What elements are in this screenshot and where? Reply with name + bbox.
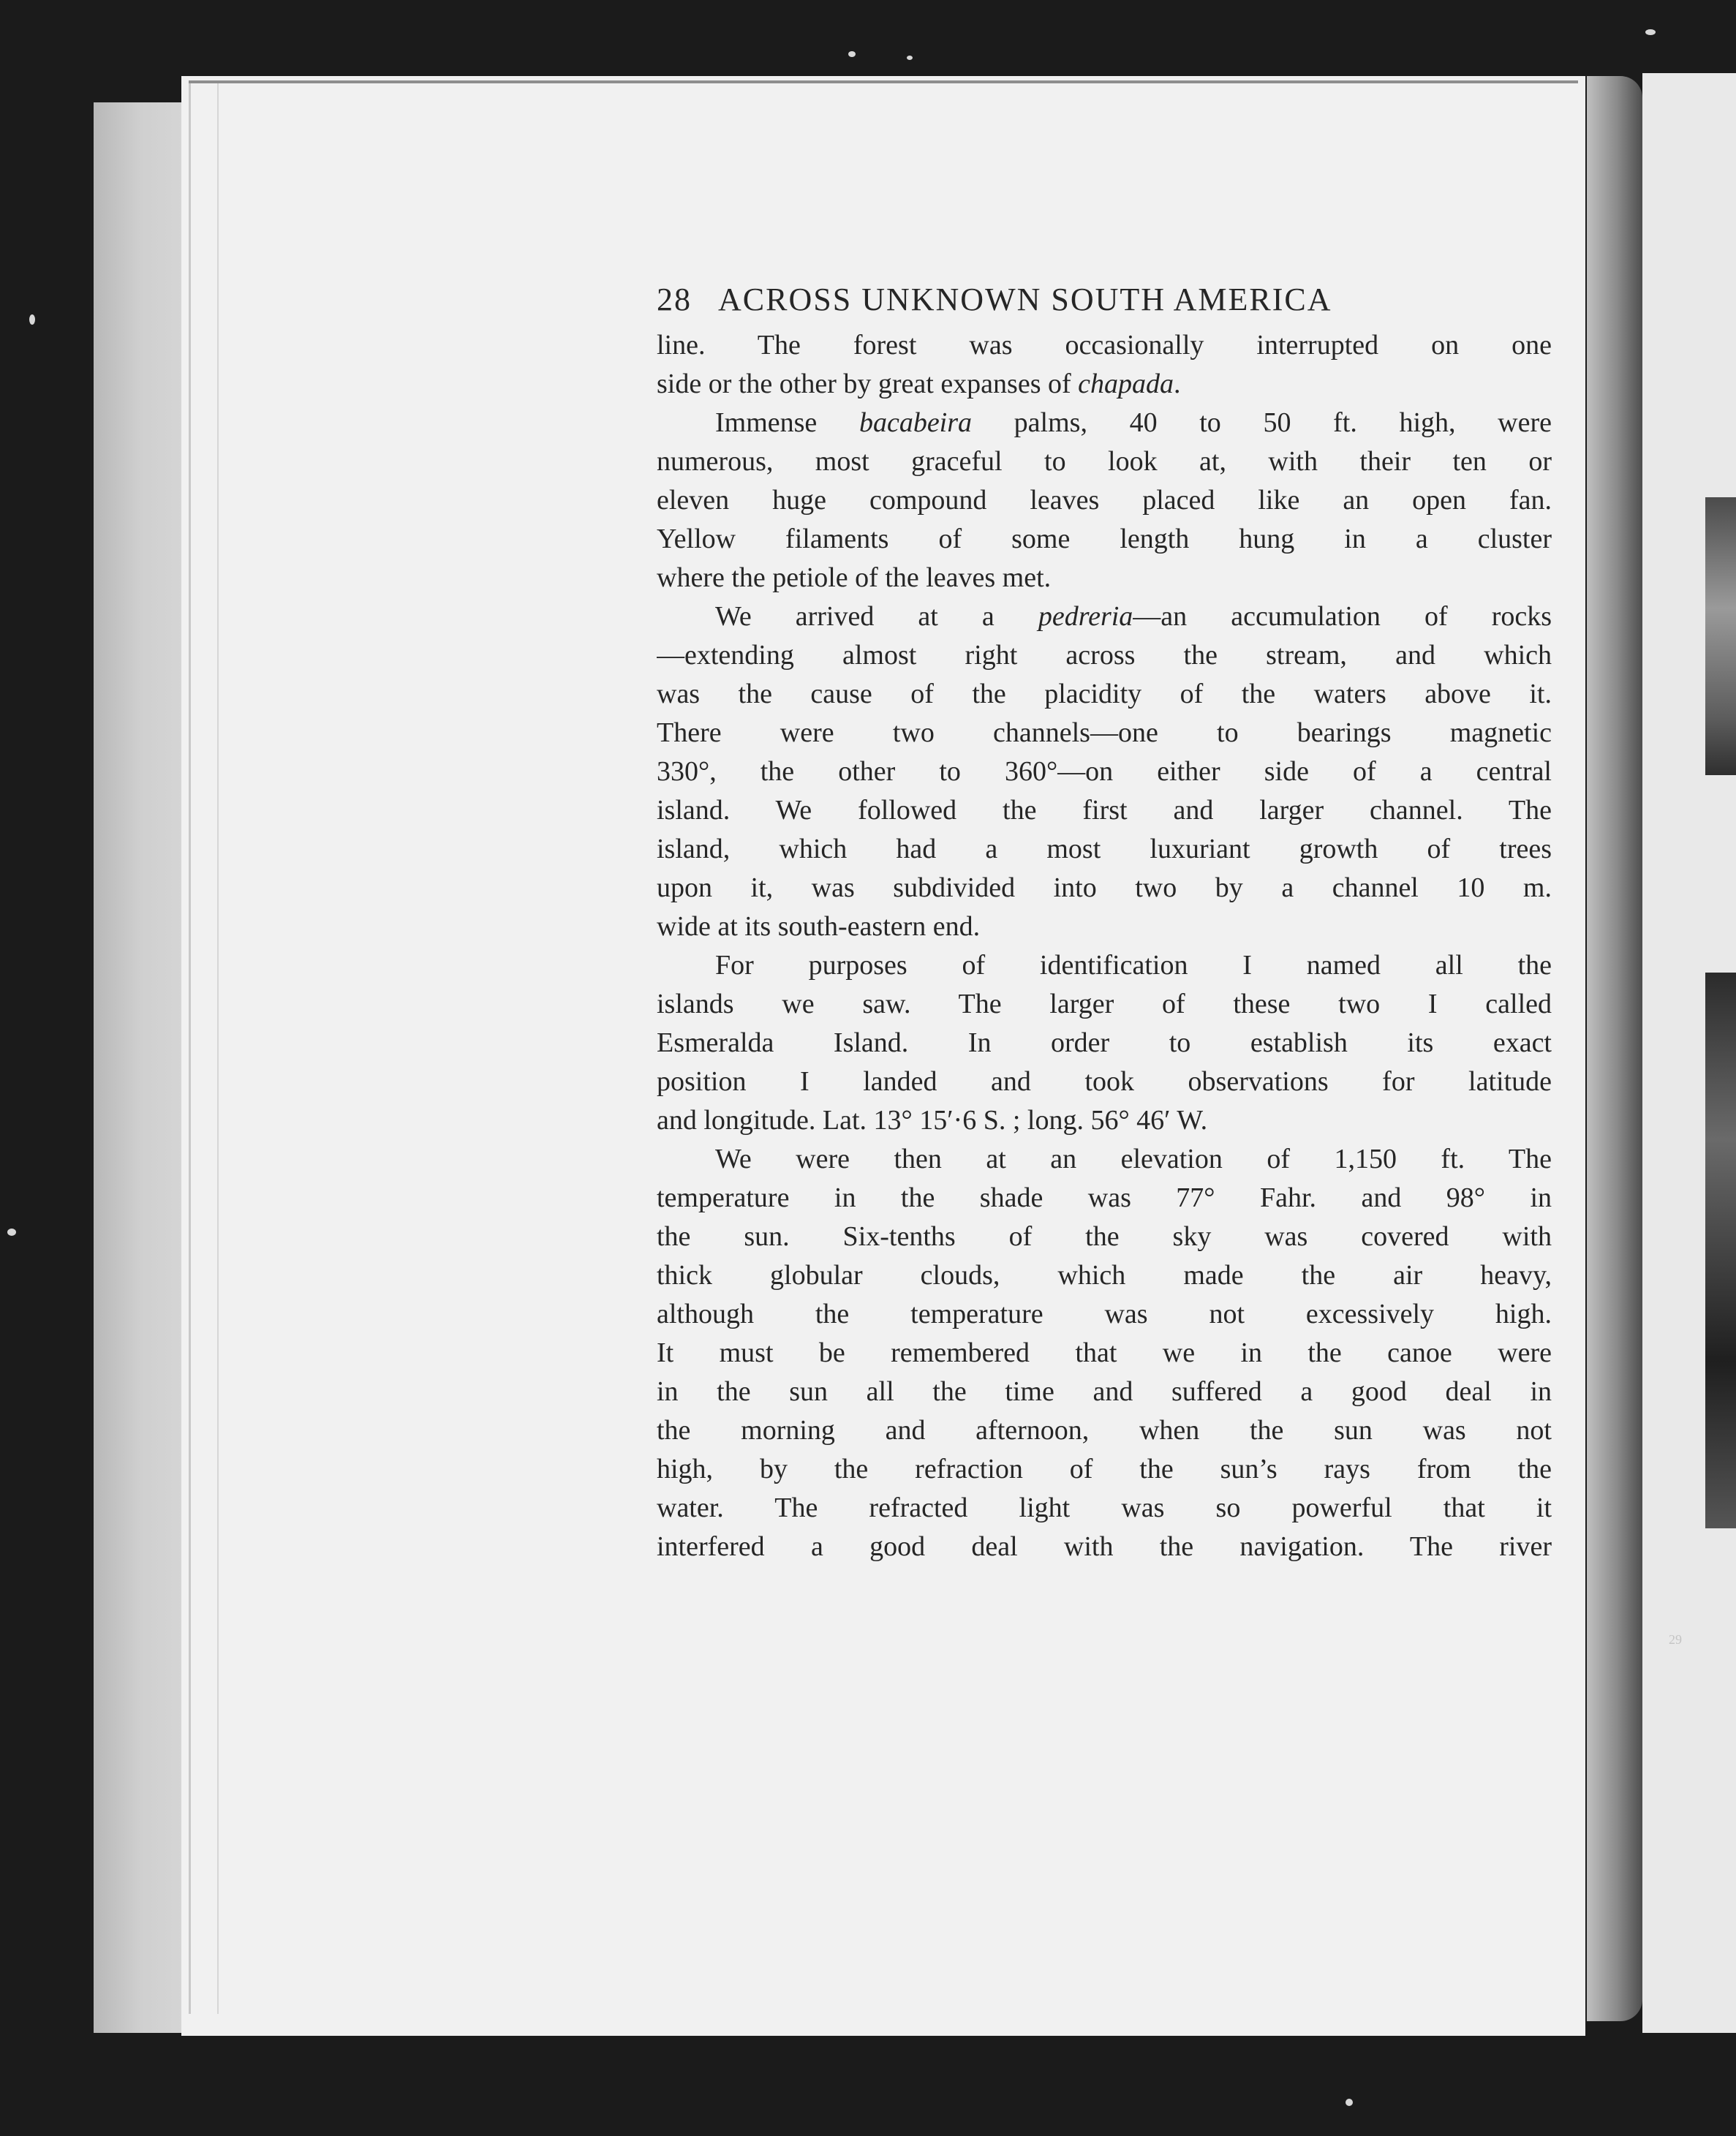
text-line: high, by the refraction of the sun’s rays from the: [657, 1454, 1552, 1484]
text-line: wide at its south-eastern end.: [657, 911, 981, 942]
text-line: and longitude. Lat. 13° 15′·6 S. ; long. 56° 46′ W.: [657, 1105, 1208, 1136]
scan-dust: [7, 1229, 16, 1236]
text-line: island. We followed the first and larger channel. The: [657, 795, 1552, 826]
text-line: water. The refracted light was so powerful that it: [657, 1492, 1552, 1523]
facing-page-photo: [1705, 497, 1736, 775]
page-text-block: [657, 278, 1552, 1566]
text-line: thick globular clouds, which made the air heavy,: [657, 1260, 1552, 1291]
text-line: upon it, was subdivided into two by a channel 10 m.: [657, 872, 1552, 903]
text-line: line. The forest was occasionally interrupted on one: [657, 330, 1552, 361]
italic-term: chapada: [1078, 369, 1174, 399]
text-line: interfered a good deal with the navigation. The river: [657, 1531, 1552, 1562]
italic-term: bacabeira: [858, 407, 973, 438]
text-line: island, which had a most luxuriant growth of trees: [657, 834, 1552, 864]
text-line: although the temperature was not excessively high.: [657, 1299, 1552, 1329]
text-line: side or the other by great expanses of chapada.: [657, 369, 1181, 399]
italic-term: pedreria: [1038, 601, 1133, 632]
text-line: 330°, the other to 360°—on either side of a central: [657, 756, 1552, 787]
page-left-edges: [189, 83, 219, 2014]
text-line: eleven huge compound leaves placed like an open fan.: [657, 485, 1552, 516]
text-line: We arrived at a pedreria—an accumulation of rocks: [715, 601, 1552, 632]
gutter-shadow: [1587, 76, 1642, 2021]
text-line: —extending almost right across the stream, and which: [657, 640, 1552, 671]
text-line: It must be remembered that we in the canoe were: [657, 1337, 1552, 1368]
facing-page-photo: [1705, 973, 1736, 1528]
text-line: in the sun all the time and suffered a good deal in: [657, 1376, 1552, 1407]
scan-dust: [29, 314, 35, 325]
text-line: Yellow filaments of some length hung in a cluster: [657, 524, 1552, 554]
scan-dust: [848, 51, 856, 57]
page-top-edge: [189, 80, 1578, 83]
text-line: numerous, most graceful to look at, with their ten or: [657, 446, 1552, 477]
text-line: We were then at an elevation of 1,150 ft. The: [715, 1144, 1552, 1174]
text-line: was the cause of the placidity of the waters above it.: [657, 679, 1552, 709]
text-line: where the petiole of the leaves met.: [657, 562, 1052, 593]
body-text: [657, 326, 1552, 1566]
text-line: There were two channels—one to bearings magnetic: [657, 717, 1552, 748]
text-line: islands we saw. The larger of these two I called: [657, 989, 1552, 1019]
scan-dust: [907, 56, 913, 60]
text-line: Esmeralda Island. In order to establish its exact: [657, 1027, 1552, 1058]
page-number: 28: [657, 282, 692, 317]
facing-page-folio: 29: [1669, 1632, 1682, 1647]
text-line: the morning and afternoon, when the sun was not: [657, 1415, 1552, 1446]
scan-dust: [1346, 2099, 1353, 2106]
text-line: position I landed and took observations for latitude: [657, 1066, 1552, 1097]
text-line: For purposes of identification I named all the: [715, 950, 1552, 981]
scan-dust: [1645, 29, 1656, 35]
text-line: the sun. Six-tenths of the sky was covered with: [657, 1221, 1552, 1252]
text-line: temperature in the shade was 77° Fahr. and 98° in: [657, 1182, 1552, 1213]
text-line: Immense bacabeira palms, 40 to 50 ft. high, were: [715, 407, 1552, 438]
running-head: [657, 278, 1552, 326]
running-title: ACROSS UNKNOWN SOUTH AMERICA: [718, 282, 1332, 317]
